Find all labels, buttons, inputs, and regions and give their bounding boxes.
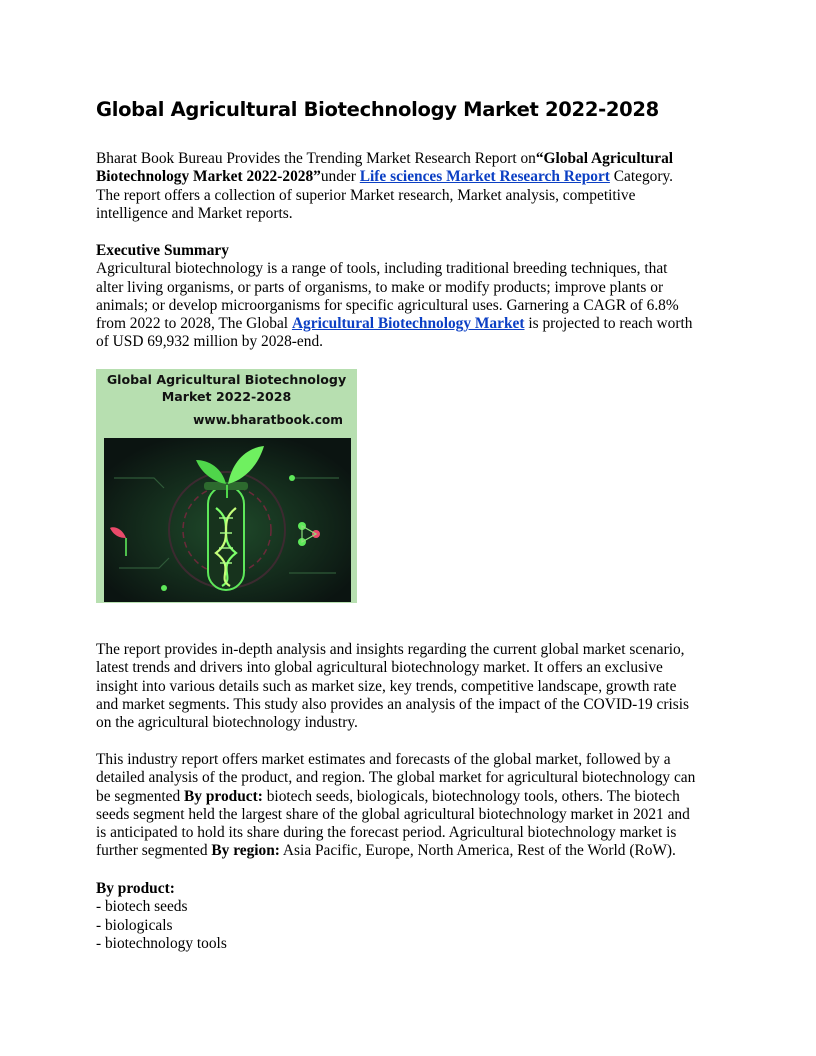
segment-text-cont: biotech seeds, biologicals, biotechnology tools, others. The biotech xyxy=(262,787,680,805)
analysis-paragraph xyxy=(96,641,724,732)
by-region-bold: By region: xyxy=(211,842,280,860)
segment-line-2: detailed analysis of the product, and region. The global market for agricultural biotechnology can xyxy=(96,769,696,787)
intro-text-category: Category. xyxy=(609,168,674,186)
exec-line-5: of USD 69,932 million by 2028-end. xyxy=(96,333,324,351)
exec-line-1: Agricultural biotechnology is a range of tools, including traditional breeding techniques, that xyxy=(96,260,668,278)
cover-title-line-1: Global Agricultural Biotechnology xyxy=(106,372,347,387)
report-name-bold-cont: Biotechnology Market 2022-2028” xyxy=(96,168,321,186)
by-product-bold: By product: xyxy=(184,787,263,805)
intro-line-2 xyxy=(96,168,724,186)
exec-text-cont: is projected to reach worth xyxy=(524,315,693,333)
executive-summary-heading: Executive Summary xyxy=(96,242,229,259)
report-cover-image xyxy=(96,369,357,603)
segmentation-paragraph xyxy=(96,751,724,861)
segment-line-3 xyxy=(96,788,724,806)
list-item: - biotechnology tools xyxy=(96,934,227,952)
exec-line-2: alter living organisms, or parts of organisms, to make or modify products; improve plants or xyxy=(96,278,664,296)
list-item: - biotech seeds xyxy=(96,898,188,916)
cover-title-line-2: Market 2022-2028 xyxy=(161,389,292,404)
exec-line-4 xyxy=(96,315,724,333)
segment-line-4: seeds segment held the largest share of the global agricultural biotechnology market in 2021 and xyxy=(96,805,690,823)
exec-text: from 2022 to 2028, The Global xyxy=(96,315,292,333)
segment-text-region: further segmented xyxy=(96,842,212,860)
life-sciences-link[interactable]: Life sciences Market Research Report xyxy=(359,168,610,186)
report-name-bold: “Global Agricultural xyxy=(535,150,674,167)
intro-text: Bharat Book Bureau Provides the Trending Market Research Report on xyxy=(96,150,536,167)
intro-line-4: intelligence and Market reports. xyxy=(96,204,293,222)
analysis-line-3: insight into various details such as market size, key trends, competitive landscape, growth rate xyxy=(96,677,677,695)
analysis-line-1: The report provides in-depth analysis and insights regarding the current global market scenario, xyxy=(96,641,685,658)
by-product-list xyxy=(96,880,724,953)
circuit-node xyxy=(289,475,295,481)
agri-biotech-market-link[interactable]: Agricultural Biotechnology Market xyxy=(291,315,525,333)
exec-line-3: animals; or develop microorganisms for specific agricultural uses. Garnering a CAGR of 6.8% xyxy=(96,296,679,314)
biotech-illustration xyxy=(104,438,351,602)
segment-line-5: is anticipated to hold its share during the forecast period. Agricultural biotechnology market is xyxy=(96,824,677,842)
segment-region-list: Asia Pacific, Europe, North America, Rest of the World (RoW). xyxy=(279,842,676,860)
intro-line-1 xyxy=(96,150,724,168)
segment-line-1: This industry report offers market estimates and forecasts of the global market, followed by a xyxy=(96,751,671,768)
intro-text-under: under xyxy=(320,168,360,186)
segment-text: be segmented xyxy=(96,787,185,805)
cover-url: www.bharatbook.com xyxy=(193,413,343,427)
document-title: Global Agricultural Biotechnology Market 2022-2028 xyxy=(96,98,659,121)
segment-line-6 xyxy=(96,842,724,860)
intro-paragraph xyxy=(96,150,724,223)
analysis-line-5: on the agricultural biotechnology industry. xyxy=(96,714,358,732)
list-item: - biologicals xyxy=(96,916,173,934)
circuit-node xyxy=(161,585,167,591)
analysis-line-4: and market segments. This study also provides an analysis of the impact of the COVID-19 crisis xyxy=(96,695,689,713)
by-product-heading: By product: xyxy=(96,880,175,897)
cover-title xyxy=(96,371,357,405)
executive-summary xyxy=(96,242,724,352)
intro-line-3: The report offers a collection of superior Market research, Market analysis, competitive xyxy=(96,186,636,204)
analysis-line-2: latest trends and drivers into global agricultural biotechnology market. It offers an exclusive xyxy=(96,659,663,677)
